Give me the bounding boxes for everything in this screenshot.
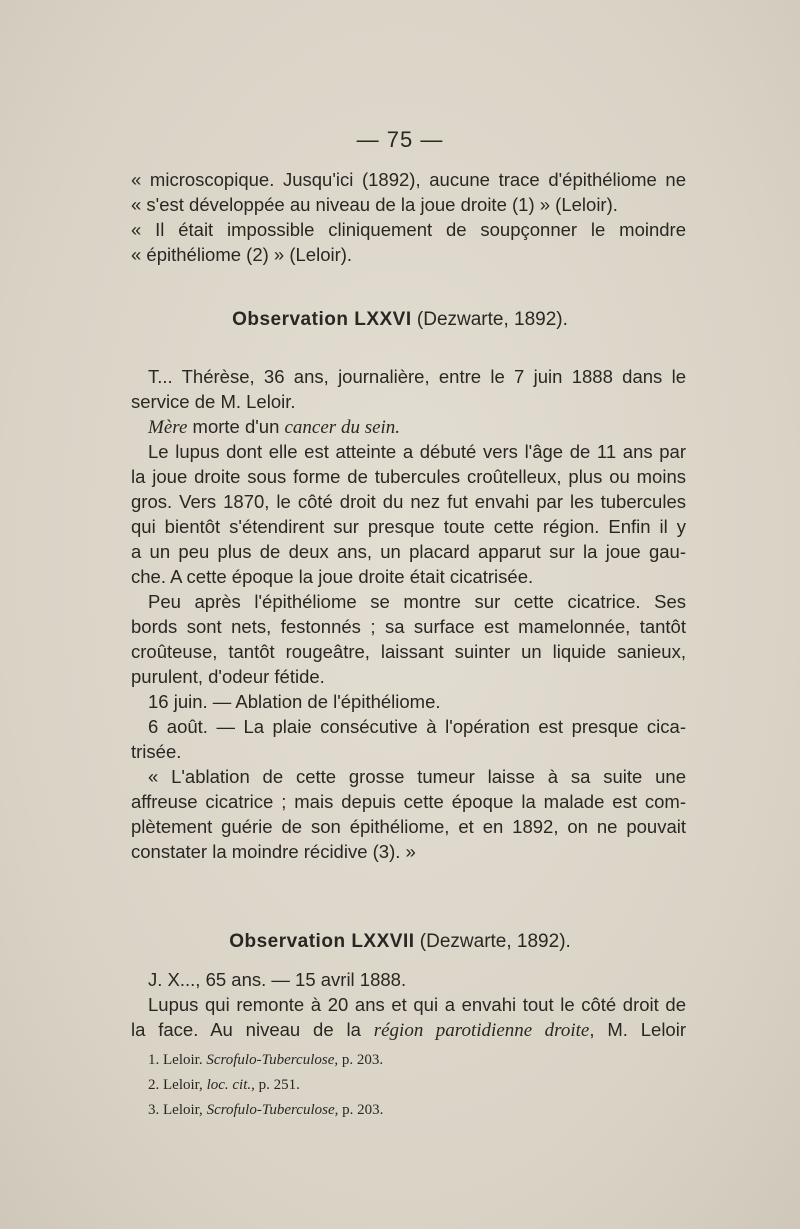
footnote-number: 1. xyxy=(148,1052,163,1068)
text-line: constater la moindre récidive (3). » xyxy=(131,841,416,862)
text-line xyxy=(131,1017,686,1042)
footnote-author: Leloir, xyxy=(163,1077,207,1093)
text-line: la joue droite sous forme de tubercules croûtelleux, plus ou moins xyxy=(131,466,686,487)
text-line: plètement guérie de son épithéliome, et en 1892, on ne pouvait xyxy=(131,816,686,837)
text-line: « s'est développée au niveau de la joue droite (1) » (Leloir). xyxy=(131,194,618,215)
footnote-page: , p. 251. xyxy=(251,1077,300,1093)
observation-subtitle: (Dezwarte, 1892). xyxy=(414,931,571,952)
observation-subtitle: (Dezwarte, 1892). xyxy=(411,309,568,330)
footnote-title: Scrofulo-Tuberculose xyxy=(206,1102,335,1118)
text-line: croûteuse, tantôt rougeâtre, laissant suinter un liquide sanieux, xyxy=(131,641,686,662)
footnote-title: loc. cit. xyxy=(206,1077,252,1093)
text-span: la face. Au niveau de la xyxy=(131,1019,374,1040)
text-line: service de M. Leloir. xyxy=(131,391,296,412)
text-line: Lupus qui remonte à 20 ans et qui a envahi tout le côté droit de xyxy=(148,994,686,1015)
text-line: qui bientôt s'étendirent sur presque toute cette région. Enfin il y xyxy=(131,516,686,537)
text-line: bords sont nets, festonnés ; sa surface est mamelonnée, tantôt xyxy=(131,616,686,637)
italic-span: région parotidienne droite xyxy=(373,1020,590,1041)
mother-diagnosis: cancer du sein. xyxy=(284,417,401,438)
intro-quote xyxy=(131,167,686,267)
footnote xyxy=(148,1048,383,1073)
text-line: « L'ablation de cette grosse tumeur laisse à sa suite une xyxy=(148,766,686,787)
observation-76-heading xyxy=(0,307,800,332)
mother-line xyxy=(131,414,686,439)
text-line: « épithéliome (2) » (Leloir). xyxy=(131,244,353,265)
observation-77-body xyxy=(131,967,686,1042)
footnote xyxy=(148,1073,383,1098)
footnotes xyxy=(148,1048,383,1123)
footnote-page: , p. 203. xyxy=(334,1102,384,1118)
observation-76-body xyxy=(131,364,686,864)
text-line: gros. Vers 1870, le côté droit du nez fut envahi par les tubercules xyxy=(131,491,686,512)
footnote-number: 3. xyxy=(148,1102,163,1118)
text-line: Le lupus dont elle est atteinte a débuté vers l'âge de 11 ans par xyxy=(148,441,686,462)
footnote-page: , p. 203. xyxy=(334,1052,384,1068)
observation-title: Observation LXXVII xyxy=(229,931,415,952)
text-line: affreuse cicatrice ; mais depuis cette époque la malade est com- xyxy=(131,791,686,812)
text-line: purulent, d'odeur fétide. xyxy=(131,666,325,687)
text-line: trisée. xyxy=(131,741,182,762)
observation-77-heading xyxy=(0,929,800,954)
text-line: Peu après l'épithéliome se montre sur cette cicatrice. Ses xyxy=(148,591,686,612)
footnote xyxy=(148,1098,383,1123)
text-line: J. X..., 65 ans. — 15 avril 1888. xyxy=(148,969,407,990)
text-line: 6 août. — La plaie consécutive à l'opération est presque cica- xyxy=(148,716,686,737)
mother-text: morte d'un xyxy=(187,416,285,437)
footnote-author: Leloir. xyxy=(163,1052,207,1068)
text-line: « Il était impossible cliniquement de soupçonner le moindre xyxy=(131,219,686,240)
text-line: a un peu plus de deux ans, un placard apparut sur la joue gau- xyxy=(131,541,686,562)
observation-title: Observation LXXVI xyxy=(232,309,412,330)
text-line: che. A cette époque la joue droite était cicatrisée. xyxy=(131,566,534,587)
mother-label: Mère xyxy=(148,417,188,438)
page-number: — 75 — xyxy=(356,127,444,152)
footnote-number: 2. xyxy=(148,1077,163,1093)
footnote-title: Scrofulo-Tuberculose xyxy=(206,1052,335,1068)
text-span: , M. Leloir xyxy=(589,1019,686,1040)
text-line: « microscopique. Jusqu'ici (1892), aucune trace d'épithéliome ne xyxy=(131,169,686,190)
text-line: T... Thérèse, 36 ans, journalière, entre le 7 juin 1888 dans le xyxy=(148,366,686,387)
footnote-author: Leloir, xyxy=(163,1102,207,1118)
text-line: 16 juin. — Ablation de l'épithéliome. xyxy=(148,691,441,712)
